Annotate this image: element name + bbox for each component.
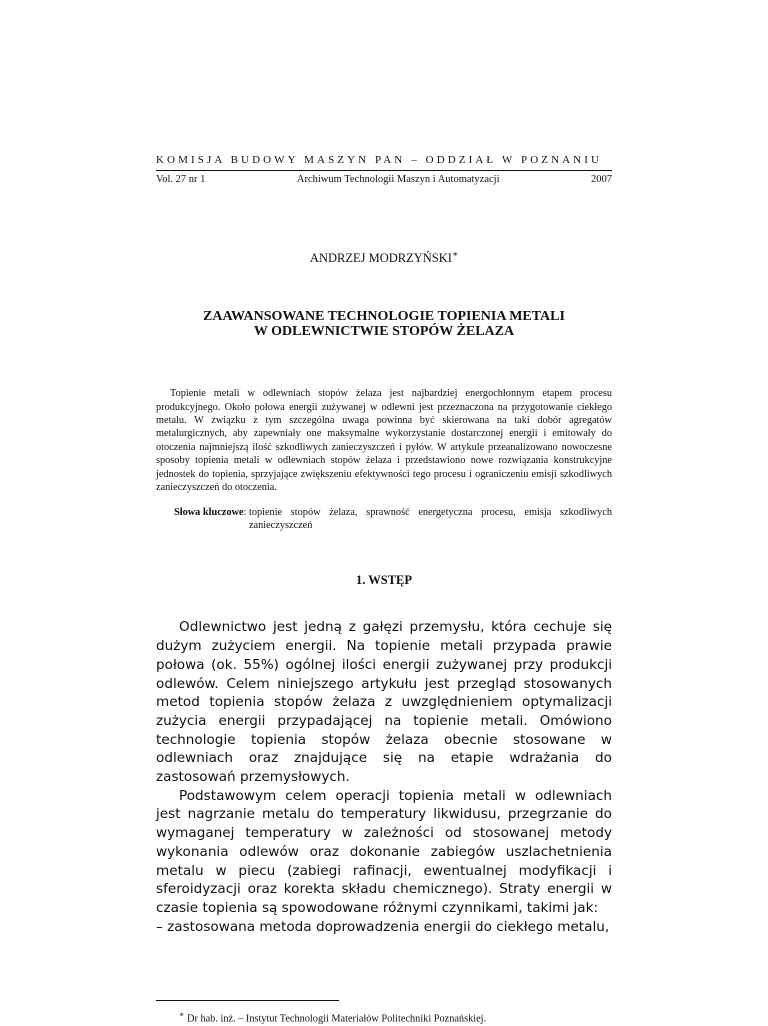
journal-header xyxy=(156,153,612,187)
author-footnote-mark: ∗ xyxy=(451,249,459,259)
page xyxy=(156,0,612,1026)
journal-meta-row xyxy=(156,173,612,187)
header-rule xyxy=(156,170,612,171)
body-paragraph-2: Podstawowym celem operacji topienia metali w odlewniach jest nagrzanie metalu do temperatury likwidusu, przegrzanie do wymaganej temperatury w zależności od stosowanej metody wykonania odlewów oraz dokonanie zabiegów uszlachetnienia metalu w piecu (zabiegi rafinacji, ewentualnej modyfikacji i sferoidyzacji oraz korekta składu chemicznego). Straty energii w czasie topienia są spowodowane różnymi czynnikami, takimi jak: xyxy=(156,787,612,916)
title-line-2: W ODLEWNICTWIE STOPÓW ŻELAZA xyxy=(253,324,515,340)
footnote-text: Dr hab. inż. – Instytut Technologii Materiałów Politechniki Poznańskiej. xyxy=(187,1013,487,1025)
list-item-1: – zastosowana metoda doprowadzenia energii do ciekłego metalu, xyxy=(156,918,610,935)
keywords xyxy=(156,506,612,532)
body-paragraph-1: Odlewnictwo jest jedną z gałęzi przemysłu, która cechuje się dużym zużyciem energii. Na topienie metali przypada prawie połowa (ok. 55%) ogólnej ilości energii zużywanej przy produkcji odlewów. Celem niniejszego artykułu jest przegląd stosowanych metod topienia stopów żelaza z uwzględnieniem optymalizacji zużycia energii przypadającej na topienie metali. Omówiono technologie topienia stopów żelaza obecnie stosowane w odlewniach oraz znajdujące się na etapie wdrażania do zastosowań przemysłowych. xyxy=(156,619,612,786)
publication-year: 2007 xyxy=(591,174,612,185)
volume-number: Vol. 27 nr 1 xyxy=(156,174,206,185)
author-line xyxy=(156,246,612,266)
keywords-separator: : xyxy=(243,507,249,519)
footnote-mark: ∗ xyxy=(179,1010,185,1020)
footnote xyxy=(156,1008,612,1025)
journal-name: Archiwum Technologii Maszyn i Automatyzacji xyxy=(296,174,500,185)
section-title: 1. WSTĘP xyxy=(355,573,413,588)
body-text xyxy=(156,618,612,936)
title-line-1: ZAAWANSOWANE TECHNOLOGIE TOPIENIA METALI xyxy=(203,309,565,325)
footnote-rule xyxy=(156,1000,339,1001)
committee-line: KOMISJA BUDOWY MASZYN PAN – ODDZIAŁ W POZNANIU xyxy=(156,154,603,166)
abstract: Topienie metali w odlewniach stopów żelaza jest najbardziej energochłonnym etapem procesu produkcyjnego. Około połowa energii zużywanej w odlewni jest przeznaczona na przygotowanie ciekłego metalu. W związku z tym szczególna uwaga powinna być skierowana na taki dobór agregatów metalurgicznych, aby zapewniały one maksymalne wykorzystanie dostarczonej energii i emitowały do otoczenia najmniejszą ilość szkodliwych zanieczyszczeń i pyłów. W artykule przeanalizowano nowoczesne sposoby topienia metali w odlewniach stopów żelaza i przedstawiono nowe rozwiązania konstrukcyjne jednostek do topienia, sprzyjające zwiększeniu efektywności tego procesu i ograniczeniu emisji szkodliwych zanieczyszczeń do otoczenia. xyxy=(156,388,612,493)
author-name: ANDRZEJ MODRZYŃSKI xyxy=(309,251,452,266)
article-title xyxy=(156,309,612,339)
keywords-text: topienie stopów żelaza, sprawność energetyczna procesu, emisja szkodliwych zanieczyszczeń xyxy=(248,507,612,532)
keywords-label: Słowa kluczowe xyxy=(174,507,244,519)
